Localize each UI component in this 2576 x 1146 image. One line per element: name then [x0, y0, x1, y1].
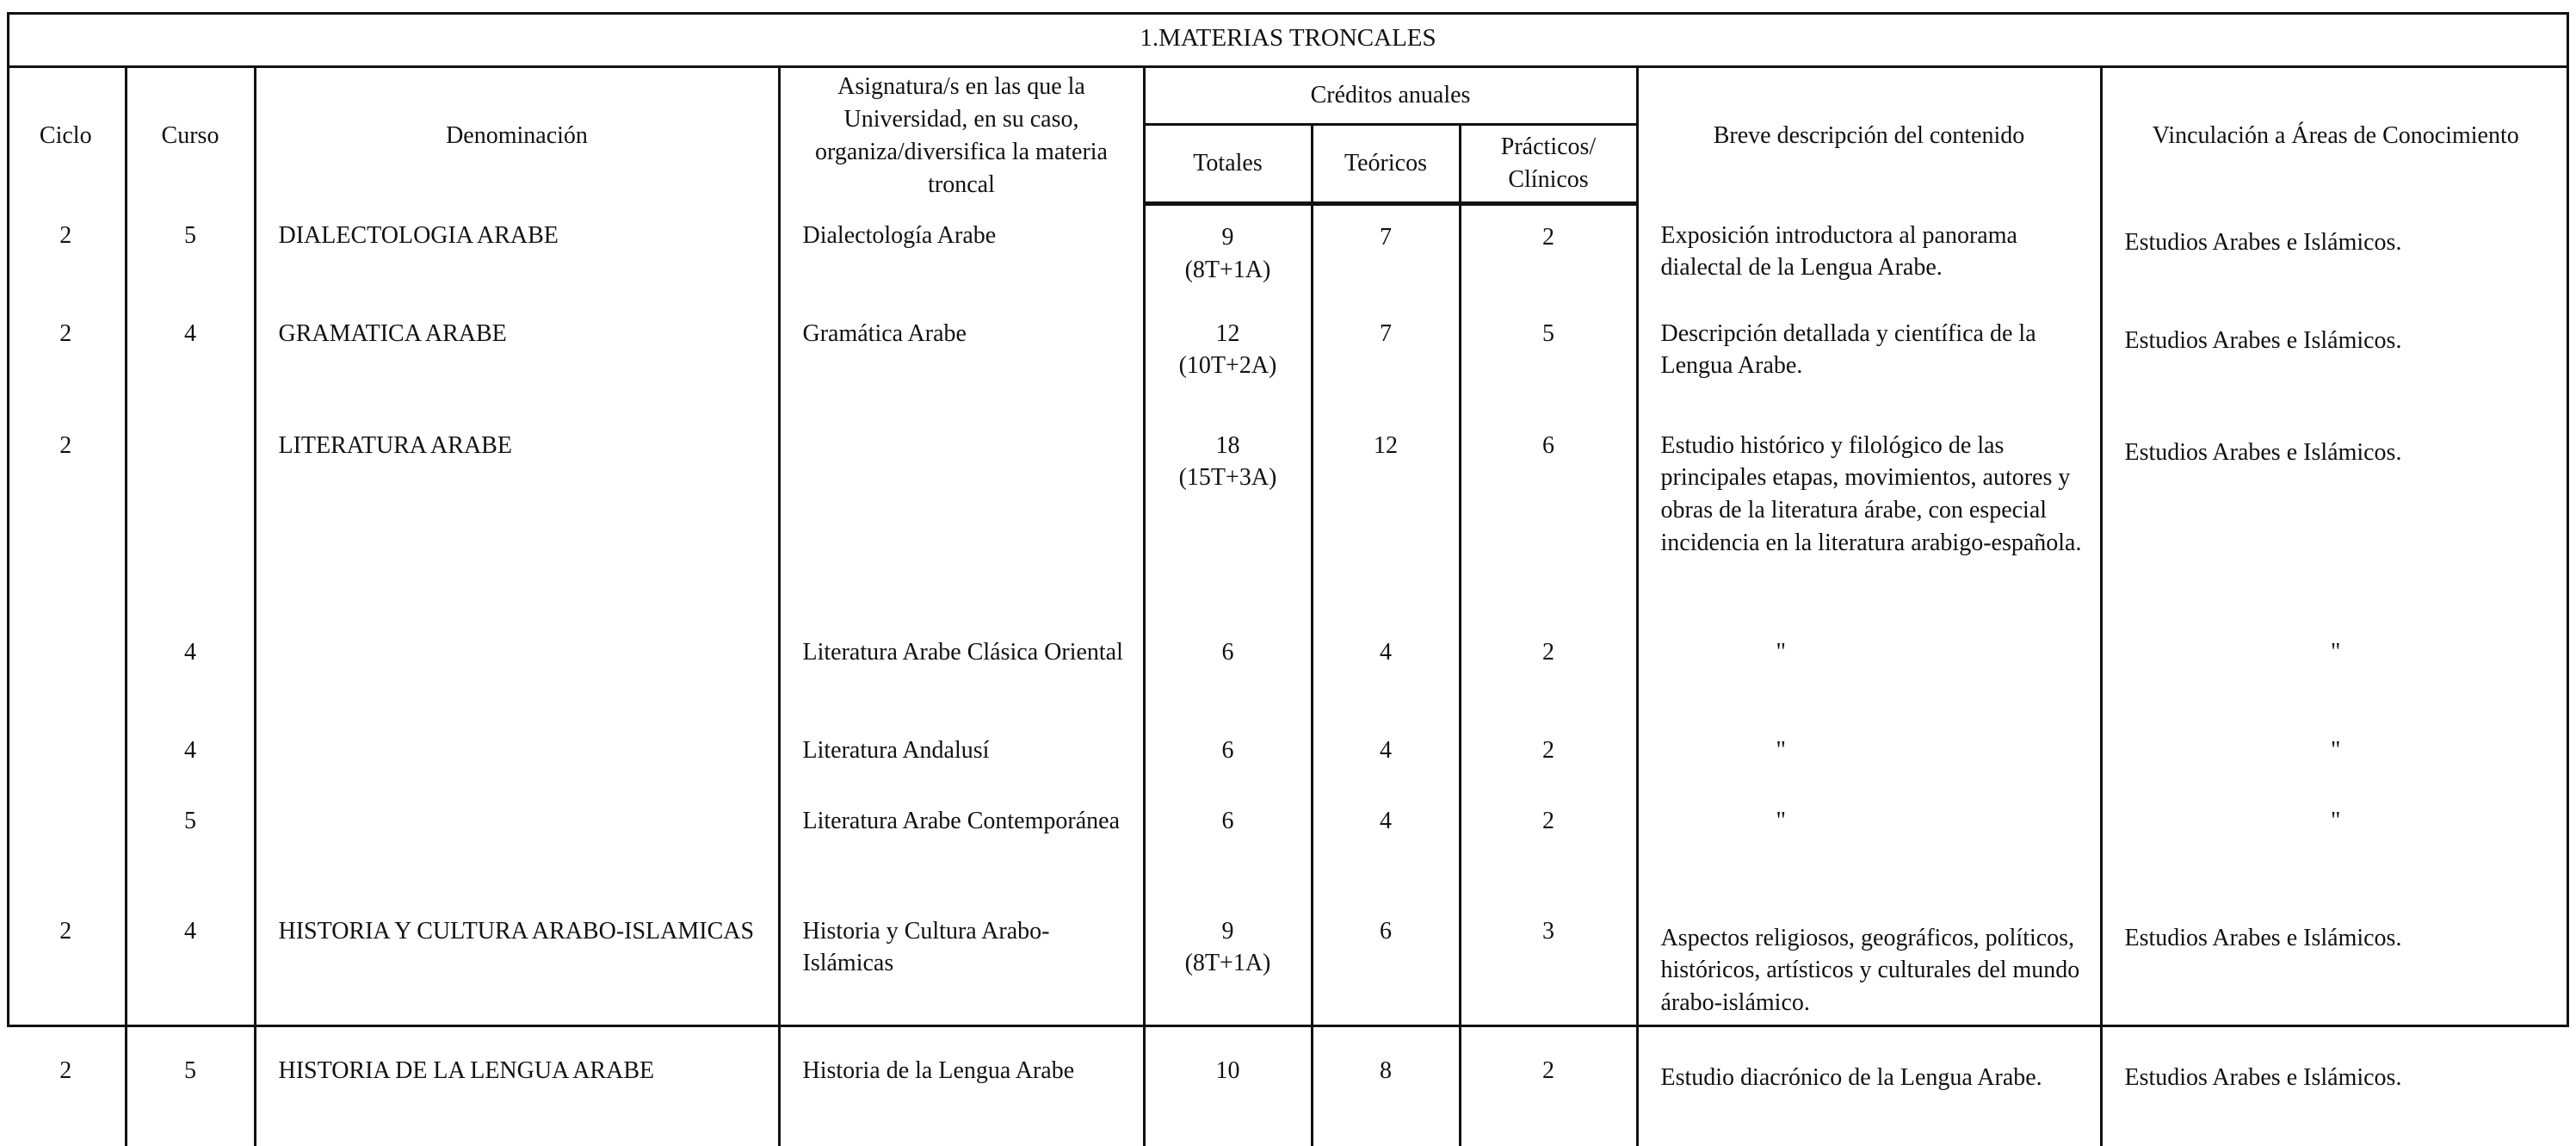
cell-teoricos: 4	[1312, 719, 1460, 790]
header-totales: Totales	[1144, 125, 1312, 204]
header-denominacion: Denominación	[255, 67, 779, 204]
cell-teoricos: 4	[1312, 790, 1460, 900]
totales-value: 6	[1221, 638, 1234, 666]
cell-practicos: 3	[1460, 900, 1637, 1039]
cell-ciclo	[7, 790, 126, 900]
cell-curso: 4	[126, 719, 255, 790]
cell-totales	[1144, 1039, 1312, 1146]
totales-value: 9	[1221, 224, 1234, 251]
header-practicos: Prácticos/ Clínicos	[1460, 125, 1637, 204]
totales-value: 6	[1221, 736, 1234, 764]
cell-curso	[126, 414, 255, 621]
cell-practicos: 2	[1460, 204, 1637, 302]
table-row	[7, 790, 2569, 900]
header-asignatura: Asignatura/s en las que la Universidad, en su caso, organiza/diversifica la materia troncal	[779, 67, 1144, 204]
cell-practicos: 2	[1460, 719, 1637, 790]
table-row	[7, 621, 2569, 719]
cell-asignatura: Literatura Andalusí	[779, 719, 1144, 790]
cell-descripcion: Descripción detallada y científica de la Lengua Arabe.	[1637, 302, 2101, 414]
cell-asignatura: Historia de la Lengua Arabe	[779, 1039, 1144, 1146]
totales-value: 6	[1221, 807, 1234, 834]
table-row	[7, 204, 2569, 302]
cell-denominacion: GRAMATICA ARABE	[255, 302, 779, 414]
cell-ciclo	[7, 719, 126, 790]
totales-value: 18	[1215, 431, 1240, 459]
cell-teoricos: 7	[1312, 302, 1460, 414]
header-descripcion: Breve descripción del contenido	[1637, 67, 2101, 204]
cell-denominacion: LITERATURA ARABE	[255, 414, 779, 621]
cell-descripcion: Estudio histórico y filológico de las principales etapas, movimientos, autores y obras de la literatura árabe, con especial incidencia en la literatura arabigo-española.	[1637, 414, 2101, 621]
totales-breakdown: (10T+2A)	[1178, 352, 1277, 380]
cell-ciclo: 2	[7, 302, 126, 414]
cell-ciclo: 2	[7, 1039, 126, 1146]
cell-teoricos: 4	[1312, 621, 1460, 719]
cell-asignatura	[779, 414, 1144, 621]
cell-practicos: 5	[1460, 302, 1637, 414]
table-row	[7, 414, 2569, 621]
cell-teoricos: 6	[1312, 900, 1460, 1039]
cell-denominacion: HISTORIA Y CULTURA ARABO-ISLAMICAS	[255, 900, 779, 1039]
cell-totales	[1144, 414, 1312, 621]
cell-ciclo	[7, 621, 126, 719]
table-row	[7, 1039, 2569, 1146]
cell-descripcion: Estudio diacrónico de la Lengua Arabe.	[1637, 1039, 2101, 1146]
cell-vinculacion: "	[2331, 638, 2341, 666]
cell-denominacion: DIALECTOLOGIA ARABE	[255, 204, 779, 302]
cell-ciclo: 2	[7, 414, 126, 621]
cell-practicos: 6	[1460, 414, 1637, 621]
cell-curso: 5	[126, 204, 255, 302]
cell-curso: 4	[126, 621, 255, 719]
cell-denominacion	[255, 790, 779, 900]
cell-curso: 4	[126, 302, 255, 414]
cell-totales	[1144, 790, 1312, 900]
cell-ciclo: 2	[7, 204, 126, 302]
header-vinculacion: Vinculación a Áreas de Conocimiento	[2152, 121, 2519, 149]
cell-vinculacion: Estudios Arabes e Islámicos.	[2124, 1063, 2402, 1091]
cell-descripcion: Exposición introductora al panorama dialectal de la Lengua Arabe.	[1637, 204, 2101, 302]
cell-teoricos: 12	[1312, 414, 1460, 621]
cell-vinculacion: "	[2331, 807, 2341, 834]
cell-vinculacion: Estudios Arabes e Islámicos.	[2124, 326, 2402, 354]
cell-totales	[1144, 900, 1312, 1039]
cell-descripcion: "	[1637, 790, 2101, 900]
cell-denominacion	[255, 621, 779, 719]
cell-asignatura: Literatura Arabe Contemporánea	[779, 790, 1144, 900]
cell-practicos: 2	[1460, 621, 1637, 719]
totales-value: 10	[1215, 1056, 1240, 1084]
totales-breakdown: (8T+1A)	[1184, 256, 1271, 283]
cell-curso: 4	[126, 900, 255, 1039]
cell-asignatura: Literatura Arabe Clásica Oriental	[779, 621, 1144, 719]
cell-vinculacion: Estudios Arabes e Islámicos.	[2124, 228, 2402, 256]
totales-breakdown: (8T+1A)	[1184, 950, 1271, 977]
header-curso: Curso	[126, 67, 255, 204]
cell-asignatura: Gramática Arabe	[779, 302, 1144, 414]
cell-vinculacion: Estudios Arabes e Islámicos.	[2124, 438, 2402, 466]
cell-curso: 5	[126, 1039, 255, 1146]
cell-asignatura: Dialectología Arabe	[779, 204, 1144, 302]
cell-descripcion: Aspectos religiosos, geográficos, políticos, históricos, artísticos y culturales del mundo árabo-islámico.	[1637, 900, 2101, 1039]
materias-troncales-table	[7, 12, 2569, 1146]
cell-denominacion	[255, 719, 779, 790]
totales-value: 12	[1215, 319, 1240, 347]
cell-teoricos: 7	[1312, 204, 1460, 302]
cell-practicos: 2	[1460, 790, 1637, 900]
table-row	[7, 900, 2569, 1039]
cell-asignatura: Historia y Cultura Arabo-Islámicas	[779, 900, 1144, 1039]
cell-totales	[1144, 719, 1312, 790]
cell-denominacion: HISTORIA DE LA LENGUA ARABE	[255, 1039, 779, 1146]
header-teoricos: Teóricos	[1312, 125, 1460, 204]
table-row	[7, 302, 2569, 414]
totales-value: 9	[1221, 917, 1234, 945]
cell-vinculacion: "	[2331, 736, 2341, 764]
cell-totales	[1144, 302, 1312, 414]
header-ciclo: Ciclo	[7, 67, 126, 204]
cell-practicos: 2	[1460, 1039, 1637, 1146]
cell-descripcion: "	[1637, 621, 2101, 719]
cell-totales	[1144, 204, 1312, 302]
cell-descripcion: "	[1637, 719, 2101, 790]
table-row	[7, 719, 2569, 790]
totales-breakdown: (15T+3A)	[1178, 464, 1277, 492]
header-creditos: Créditos anuales	[1144, 67, 1637, 125]
cell-teoricos: 8	[1312, 1039, 1460, 1146]
cell-ciclo: 2	[7, 900, 126, 1039]
cell-vinculacion: Estudios Arabes e Islámicos.	[2124, 924, 2402, 951]
table-title: 1.MATERIAS TRONCALES	[7, 12, 2569, 67]
cell-totales	[1144, 621, 1312, 719]
cell-curso: 5	[126, 790, 255, 900]
